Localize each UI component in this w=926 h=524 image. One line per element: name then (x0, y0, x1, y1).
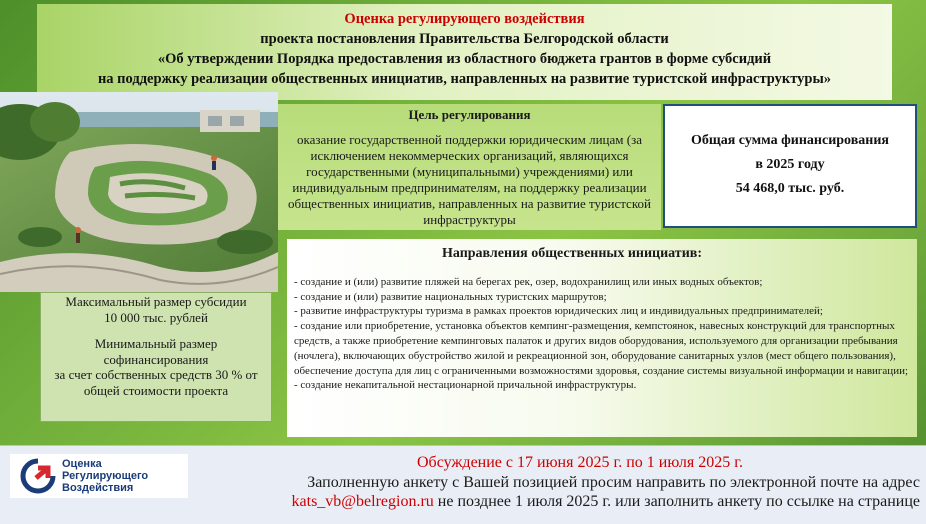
header-line-3: «Об утверждении Порядка предоставления из областного бюджета грантов в форме субсидий (157, 51, 772, 67)
deadline-text: не позднее 1 июля 2025 г. или заполнить анкету по ссылке на странице (433, 493, 920, 510)
list-item: - создание или приобретение, установка объектов кемпинг-размещения, кемпстоянок, навесных конструкций для транспортных средств, а также приобретение кемпинговых палаток и других видов оборудования, используемого для организации пребывания (ночлега), включающих обустройство жилой и рекреационной зон, оборудование санитарных узлов (мест общего пользования), обеспечение доступа для лиц с ограниченными возможностями здоровья, создание системы визуальной информации и навигации; (294, 320, 909, 377)
discussion-dates: Обсуждение с 17 июня 2025 г. по 1 июля 2025 г. (417, 454, 743, 471)
list-item: - создание и (или) развитие пляжей на берегах рек, озер, водохранилищ или иных водных объектов; (294, 275, 763, 288)
min-cofinancing-label: Минимальный размер софинансирования (94, 336, 218, 367)
email-link[interactable]: kats_vb@belregion.ru (291, 493, 434, 510)
footer-text (200, 453, 920, 512)
header-line-2: проекта постановления Правительства Белгородской области (260, 31, 669, 47)
park-render-image (0, 92, 278, 292)
goal-text: оказание государственной поддержки юридическим лицам (за исключением некоммерческих организаций, являющихся государственными (муниципальными) учреждениями) или индивидуальным предпринимателям, на поддержку реализации общественных инициатив, направленных на развитие туристской инфраструктуры (288, 132, 651, 227)
header-title: Оценка регулирующего воздействия (344, 11, 585, 27)
logo-line-3: Воздействия (62, 482, 134, 494)
orv-logo (10, 454, 188, 498)
orv-logo-icon (20, 458, 56, 494)
list-item: - создание и (или) развитие национальных туристских маршрутов; (294, 290, 607, 303)
header-line-4: на поддержку реализации общественных инициатив, направленных на развитие туристской инфраструктуры» (97, 71, 832, 87)
max-subsidy-value: 10 000 тыс. рублей (104, 309, 208, 325)
list-item: - развитие инфраструктуры туризма в рамках проектов юридических лиц и индивидуальных предпринимателей; (294, 305, 823, 318)
funding-panel (663, 104, 917, 228)
subsidy-panel (40, 292, 272, 422)
park-illustration (0, 92, 278, 292)
logo-line-1: Оценка (62, 458, 102, 470)
header-banner (37, 4, 892, 100)
request-text: Заполненную анкету с Вашей позицией просим направить по электронной почте на адрес (307, 473, 920, 491)
goal-panel (278, 104, 661, 230)
funding-label: Общая сумма финансирования (691, 133, 889, 148)
funding-year: в 2025 году (755, 157, 825, 172)
deadline-line (200, 492, 920, 512)
max-subsidy-label: Максимальный размер субсидии (65, 294, 247, 309)
goal-title: Цель регулирования (408, 107, 531, 122)
logo-line-2: Регулирующего (62, 470, 149, 482)
directions-panel (287, 239, 917, 437)
list-item: - создание некапитальной нестационарной причальной инфраструктуры. (294, 379, 637, 392)
funding-amount: 54 468,0 тыс. руб. (735, 181, 845, 196)
directions-list (287, 275, 917, 393)
footer-bar (0, 445, 926, 524)
directions-title: Направления общественных инициатив: (442, 246, 702, 261)
min-cofinancing-value: за счет собственных средств 30 % от общей стоимости проекта (54, 367, 258, 398)
orv-logo-text (62, 458, 148, 494)
